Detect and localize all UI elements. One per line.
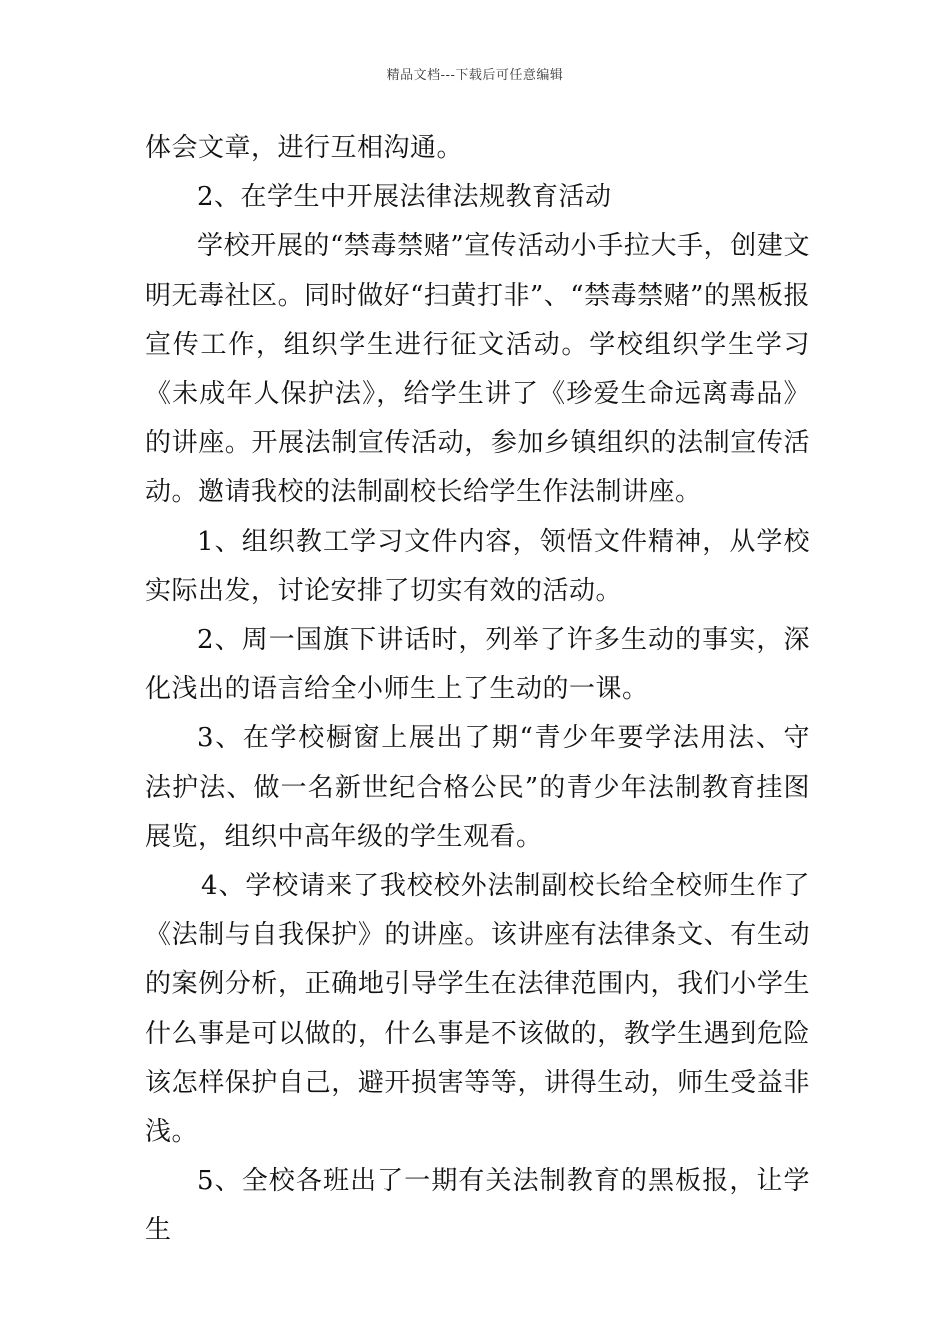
list-item-2: 2、周一国旗下讲话时，列举了许多生动的事实，深化浅出的语言给全小师生上了生动的一课。 — [145, 625, 810, 705]
document-body — [145, 124, 810, 1256]
running-header: 精品文档---下载后可任意编辑 — [386, 68, 564, 83]
list-item-4: 4、学校请来了我校校外法制副校长给全校师生作了《法制与自我保护》的讲座。该讲座有法律条文、有生动的案例分析，正确地引导学生在法律范围内，我们小学生什么事是可以做的，什么事是不该做的，教学生遇到危险该怎样保护自己，避开损害等等，讲得生动，师生受益非浅。 — [145, 871, 810, 1148]
list-item-3: 3、在学校橱窗上展出了期“青少年要学法用法、守法护法、做一名新世纪合格公民”的青少年法制教育挂图展览，组织中高年级的学生观看。 — [145, 723, 810, 852]
paragraph-continuation: 体会文章，进行互相沟通。 — [145, 133, 464, 163]
section-heading: 2、在学生中开展法律法规教育活动 — [197, 182, 612, 213]
list-item-5: 5、全校各班出了一期有关法制教育的黑板报，让学生 — [145, 1166, 810, 1246]
list-item-1: 1、组织教工学习文件内容，领悟文件精神，从学校实际出发，讨论安排了切实有效的活动。 — [145, 526, 810, 606]
paragraph: 学校开展的“禁毒禁赌”宣传活动小手拉大手，创建文明无毒社区。同时做好“扫黄打非”、“禁毒禁赌”的黑板报宣传工作，组织学生进行征文活动。学校组织学生学习《未成年人保护法》，给学生讲了《珍爱生命远离毒品》的讲座。开展法制宣传活动，参加乡镇组织的法制宣传活动。邀请我校的法制副校长给学生作法制讲座。 — [145, 231, 810, 508]
